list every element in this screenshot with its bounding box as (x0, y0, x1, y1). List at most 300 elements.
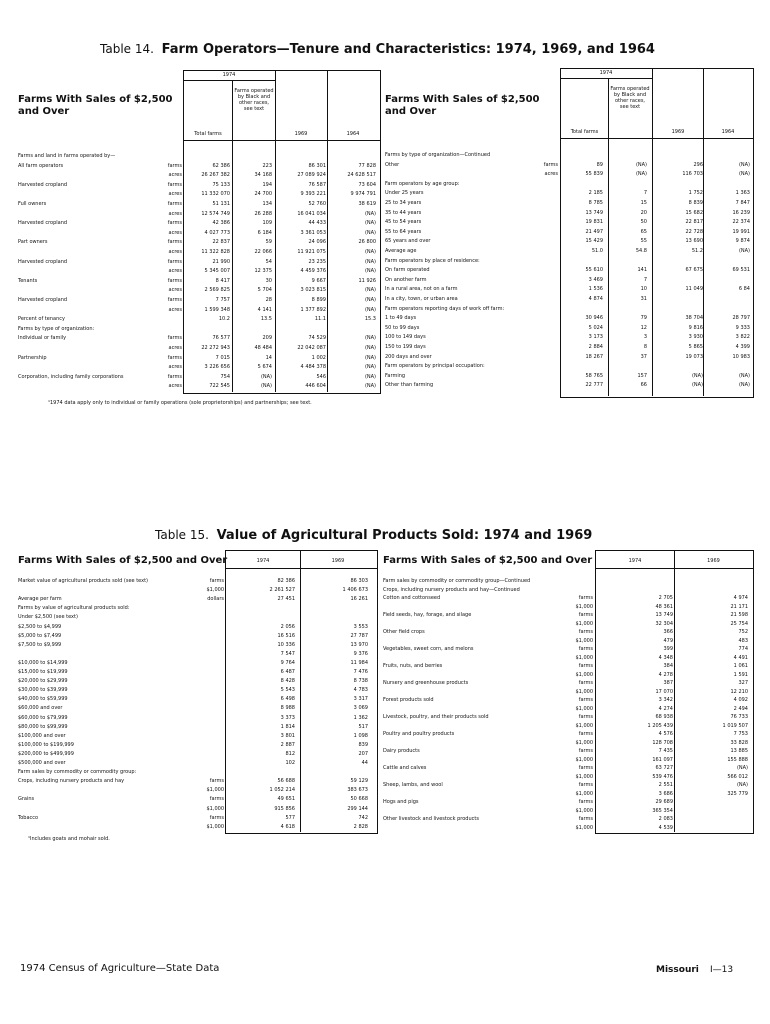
row-value: 577 (285, 814, 295, 821)
row-value: 2 185 (588, 190, 603, 197)
table-row (383, 816, 752, 822)
row-value: 366 (663, 629, 673, 635)
row-value: 446 604 (305, 383, 326, 390)
table-row (18, 733, 376, 739)
row-unit: farms (578, 816, 593, 822)
row-value: 4 783 (353, 687, 368, 694)
row-value: 546 (316, 373, 326, 380)
table-row (18, 287, 379, 293)
table-row (18, 249, 379, 255)
row-value: 479 (663, 637, 673, 644)
row-value: 742 (358, 814, 368, 821)
row-value: 31 (640, 296, 647, 302)
row-label: 25 to 34 years (385, 200, 422, 206)
row-unit: farms (167, 162, 182, 169)
row-value: 517 (358, 723, 368, 730)
row-label: Farming (385, 372, 406, 379)
row-unit: acres (544, 171, 558, 178)
row-value: 22 837 (212, 239, 230, 246)
row-unit: $1,000 (575, 722, 593, 729)
row-value: 23 235 (308, 258, 326, 265)
row-value: 134 (262, 201, 272, 207)
table-row (18, 307, 379, 313)
row-label: 35 to 44 years (385, 209, 422, 216)
table-row (383, 808, 752, 814)
row-unit: dollars (207, 596, 224, 603)
row-unit: farms (167, 220, 182, 227)
row-label: Nursery and greenhouse products (383, 680, 469, 686)
row-value: 3 (643, 334, 647, 341)
table-row (385, 277, 752, 283)
table-row (18, 796, 376, 802)
table-row (385, 200, 752, 206)
row-label: Cotton and cottonseed (383, 595, 441, 601)
row-label: $10,000 to $14,999 (18, 659, 68, 666)
row-unit: $1,000 (575, 824, 593, 831)
row-value: 754 (220, 373, 230, 380)
row-unit: $1,000 (206, 787, 224, 794)
row-value: 4 618 (280, 823, 295, 830)
table-row (18, 383, 379, 389)
row-value: 4 484 378 (300, 364, 326, 371)
row-value: 12 210 (730, 688, 748, 695)
row-label: Farms by type of organization: (18, 325, 95, 332)
row-value: 161 097 (652, 756, 673, 763)
row-label: Farms by value of agricultural products sold: (18, 605, 130, 612)
row-value: 3 686 (658, 790, 673, 797)
row-value: 7 015 (215, 354, 230, 361)
row-value: (NA) (364, 373, 376, 380)
table-row (18, 335, 379, 341)
row-value: 4 348 (658, 654, 673, 661)
table-row (383, 629, 752, 635)
row-unit: $1,000 (575, 654, 593, 661)
row-value: 384 (663, 663, 673, 669)
table-row (383, 604, 752, 610)
row-value: 27 451 (277, 596, 295, 603)
row-label: Farms and land in farms operated by— (18, 153, 116, 159)
row-label: 100 to 149 days (385, 334, 426, 341)
row-label: Farm sales by commodity or commodity group: (18, 769, 137, 776)
table-row (18, 596, 376, 602)
col-header-1964: 1964 (721, 129, 735, 135)
row-value: 2 551 (658, 782, 673, 788)
row-value: 10 336 (277, 641, 295, 648)
table-row (18, 724, 376, 730)
row-label: 65 years and over (385, 238, 431, 245)
table-row (18, 806, 376, 812)
row-value: 7 (643, 190, 647, 197)
row-label: Farm operators reporting days of work off farm: (385, 305, 505, 312)
table-row (383, 638, 752, 644)
row-unit: farms (578, 612, 593, 618)
row-value: 1 406 673 (342, 587, 368, 594)
col-header-black: Farms operated by Black and other races, see text (610, 86, 650, 110)
row-label: 50 to 99 days (385, 324, 420, 331)
row-value: 2 056 (280, 623, 295, 630)
row-value: 28 (265, 297, 272, 303)
row-value: 22 042 087 (297, 345, 326, 351)
table-row (18, 742, 376, 748)
row-value: (NA) (738, 171, 750, 178)
row-value: (NA) (738, 372, 750, 379)
row-value: 51.2 (691, 248, 703, 254)
row-value: 50 (640, 219, 647, 226)
row-value: 26 288 (254, 210, 272, 217)
row-value: 9 333 (735, 324, 750, 331)
col-header-black: Farms operated by Black and other races, see text (234, 88, 274, 112)
table-row (18, 696, 376, 702)
row-label: All farm operators (18, 162, 64, 169)
row-value: 8 839 (688, 200, 703, 206)
row-value: 9 764 (280, 659, 295, 666)
row-value: 4 027 773 (204, 229, 230, 236)
row-label: In a rural area, not on a farm (385, 286, 458, 293)
table-row (18, 326, 379, 332)
row-unit: acres (168, 306, 182, 313)
row-value: 4 874 (588, 296, 603, 302)
row-value: (NA) (691, 382, 703, 389)
row-value: 109 (262, 220, 272, 227)
row-value: 24 096 (308, 239, 326, 246)
table-row (383, 646, 752, 652)
row-label: On farm operated (385, 267, 430, 274)
row-value: 223 (262, 162, 272, 169)
row-value: 9 816 (688, 324, 703, 331)
table-row (18, 669, 376, 675)
row-label: Forest products sold (383, 697, 434, 703)
row-label: Farm operators by place of residence: (385, 257, 480, 264)
table15-right-stub-header: Farms With Sales of $2,500 and Over (383, 555, 593, 566)
table-row (385, 162, 752, 168)
row-value: 30 (265, 277, 272, 284)
row-value: (NA) (364, 258, 376, 265)
row-value: (NA) (260, 373, 272, 380)
row-value: 13 885 (730, 748, 748, 754)
row-label: Farm operators by principal occupation: (385, 363, 485, 370)
row-value: 1 205 439 (647, 722, 673, 729)
row-label: Other field crops (383, 629, 425, 635)
row-label: Other livestock and livestock products (383, 816, 479, 822)
row-value: 62 386 (212, 162, 230, 169)
table-row (18, 374, 379, 380)
table15-footnote: ¹Includes goats and mohair sold. (28, 836, 110, 842)
row-value: 19 073 (685, 353, 703, 360)
row-unit: farms (167, 354, 182, 361)
row-value: 3 342 (658, 697, 673, 703)
row-value: 13 690 (685, 238, 703, 245)
row-label: $100,000 to $199,999 (18, 741, 74, 748)
row-unit: farms (209, 814, 224, 821)
row-unit: $1,000 (206, 823, 224, 830)
row-value: 21 497 (585, 228, 603, 235)
row-value: 44 (361, 760, 368, 766)
row-value: 6 487 (280, 669, 295, 675)
table-row (383, 655, 752, 661)
row-unit: $1,000 (575, 603, 593, 610)
row-label: $100,000 and over (18, 732, 66, 739)
table-row (385, 219, 752, 225)
row-label: Partnership (18, 354, 47, 361)
row-value: 16 516 (277, 632, 295, 639)
row-label: $20,000 to $29,999 (18, 678, 68, 685)
table-row (383, 680, 752, 686)
row-unit: farms (578, 799, 593, 805)
row-value: 24 628 517 (347, 172, 376, 179)
table14-footnote: ¹1974 data apply only to individual or family operations (sole proprietorships) and partnerships; see text. (48, 400, 312, 406)
row-label: $7,500 to $9,999 (18, 641, 62, 648)
table-row (383, 578, 752, 584)
row-unit: farms (167, 277, 182, 284)
table-row (18, 642, 376, 648)
row-value: 839 (358, 741, 368, 748)
table-row (18, 751, 376, 757)
row-value: 13.5 (260, 316, 272, 323)
divider (560, 78, 652, 79)
row-value: 9 393 221 (300, 191, 326, 198)
row-value: 9 874 (735, 238, 750, 245)
row-unit: acres (168, 383, 182, 390)
row-value: (NA) (364, 210, 376, 217)
row-value: 4 141 (257, 306, 272, 313)
row-value: 19 831 (585, 219, 603, 226)
row-value: 3 023 815 (300, 287, 326, 294)
table-row (18, 191, 379, 197)
row-unit: farms (578, 765, 593, 771)
table-row (383, 621, 752, 627)
table-row (385, 248, 752, 254)
row-value: 4 278 (658, 671, 673, 678)
table-row (18, 660, 376, 666)
row-value: 76 733 (730, 714, 748, 720)
table-row (18, 239, 379, 245)
row-unit: acres (168, 364, 182, 371)
row-value: 774 (738, 646, 748, 652)
row-value: 141 (637, 267, 647, 274)
table-row (385, 306, 752, 312)
row-value: 399 (663, 646, 673, 652)
table-row (385, 181, 752, 187)
row-label: Farm operators by age group: (385, 180, 460, 187)
row-value: 13 749 (585, 209, 603, 216)
row-value: 59 129 (350, 778, 368, 785)
row-value: 73 604 (358, 181, 376, 188)
table-row (385, 190, 752, 196)
table-row (385, 363, 752, 369)
table-row (18, 633, 376, 639)
row-value: 11 984 (350, 659, 368, 666)
row-value: 4 274 (658, 705, 673, 712)
table-row (383, 740, 752, 746)
table-row (383, 587, 752, 593)
row-value: 22 066 (254, 249, 272, 255)
row-unit: acres (168, 249, 182, 255)
table-row (383, 689, 752, 695)
row-value: 69 531 (732, 267, 750, 274)
row-unit: $1,000 (575, 688, 593, 695)
table-row (18, 268, 379, 274)
table-row (385, 315, 752, 321)
row-label: Crops, including nursery products and hay—Continued (383, 586, 520, 593)
table-row (18, 705, 376, 711)
row-value: 4 459 376 (300, 268, 326, 275)
row-label: 150 to 199 days (385, 344, 426, 350)
table-row (18, 201, 379, 207)
row-label: Harvested cropland (18, 297, 68, 303)
table-row (18, 578, 376, 584)
col-header-1974: 1974 (256, 558, 270, 564)
table-row (18, 345, 379, 351)
row-value: 76 587 (308, 181, 326, 188)
row-value: 51 131 (212, 201, 230, 207)
row-value: 22 777 (585, 382, 603, 389)
row-value: 54 (265, 258, 272, 265)
table-row (18, 769, 376, 775)
table14-number: Table 14. (100, 42, 154, 56)
row-value: 27 089 924 (297, 172, 326, 179)
row-value: 74 529 (308, 335, 326, 342)
table14-heading: Farm Operators—Tenure and Characteristics: 1974, 1969, and 1964 (161, 42, 655, 57)
row-label: Tobacco (18, 814, 39, 821)
table-row (18, 605, 376, 611)
row-label: 1 to 49 days (385, 315, 417, 322)
row-unit: farms (578, 748, 593, 754)
row-label: Vegetables, sweet corn, and melons (383, 646, 474, 652)
row-value: 1 814 (280, 723, 295, 730)
row-value: 116 703 (682, 171, 703, 178)
row-label: Individual or family (18, 335, 67, 342)
row-value: 8 899 (311, 297, 326, 303)
row-value: 8 785 (588, 200, 603, 206)
row-label: 45 to 54 years (385, 219, 422, 226)
table-row (385, 171, 752, 177)
row-value: 365 354 (652, 807, 673, 814)
row-value: 67 675 (685, 267, 703, 274)
row-value: (NA) (364, 306, 376, 313)
row-value: 387 (663, 680, 673, 686)
row-value: 4 491 (733, 654, 748, 661)
row-unit: farms (167, 297, 182, 303)
row-unit: farms (167, 335, 182, 342)
row-value: 11 926 (358, 277, 376, 284)
row-value: 38 619 (358, 201, 376, 207)
col-header-1969: 1969 (707, 558, 720, 564)
row-value: 16 239 (732, 209, 750, 216)
row-unit: farms (167, 201, 182, 207)
row-label: $60,000 to $79,999 (18, 714, 68, 721)
row-value: 12 (640, 324, 647, 331)
row-value: 51.0 (591, 248, 603, 254)
row-value: 6 498 (280, 696, 295, 703)
row-value: 6 84 (738, 286, 750, 293)
row-label: Farm sales by commodity or commodity group—Continued (383, 578, 531, 584)
row-value: (NA) (738, 248, 750, 254)
row-value: 86 303 (350, 578, 368, 584)
row-unit: farms (209, 578, 224, 584)
table-row (383, 791, 752, 797)
row-value: 9 667 (311, 277, 326, 284)
row-value: 155 888 (727, 756, 748, 763)
table15-title (155, 528, 635, 543)
row-value: 7 547 (280, 650, 295, 657)
row-value: 5 345 007 (204, 268, 230, 275)
table-row (385, 267, 752, 273)
table-row (385, 344, 752, 350)
col-header-total: Total farms (570, 129, 599, 135)
row-label: Harvested cropland (18, 220, 68, 227)
row-value: (NA) (736, 782, 748, 788)
table-row (18, 787, 376, 793)
row-value: 15 (640, 200, 647, 206)
row-unit: farms (209, 796, 224, 803)
row-value: 7 476 (353, 669, 368, 675)
row-label: 55 to 64 years (385, 228, 422, 235)
table-row (383, 757, 752, 763)
row-value: 10 983 (732, 353, 750, 360)
table-row (383, 663, 752, 669)
row-value: 5 674 (257, 364, 272, 371)
row-value: 207 (358, 750, 368, 757)
col-header-1974: 1974 (599, 70, 613, 76)
row-value: (NA) (260, 383, 272, 390)
row-value: 4 539 (658, 824, 673, 831)
row-value: 383 673 (347, 787, 368, 794)
row-value: 32 304 (655, 620, 673, 627)
row-value: 8 738 (353, 678, 368, 685)
row-value: 9 974 791 (350, 191, 376, 198)
row-unit: farms (167, 181, 182, 188)
row-value: 66 (640, 382, 647, 389)
row-label: 200 days and over (385, 353, 432, 360)
row-value: 2 828 (353, 823, 368, 830)
row-value: 56 688 (277, 778, 295, 785)
row-value: 18 267 (585, 353, 603, 360)
row-unit: farms (167, 373, 182, 380)
row-value: 22 817 (685, 219, 703, 226)
row-value: 79 (640, 315, 647, 322)
row-label: Percent of tenancy (18, 316, 65, 323)
row-value: 1 377 892 (300, 306, 326, 313)
row-label: Other (385, 161, 400, 168)
row-label: Other than farming (385, 382, 434, 389)
row-value: 49 651 (277, 796, 295, 803)
row-value: 1 061 (733, 663, 748, 669)
row-value: 4 974 (733, 595, 748, 601)
table-row (385, 229, 752, 235)
table-row (385, 325, 752, 331)
row-value: (NA) (364, 287, 376, 294)
row-value: 21 598 (730, 612, 748, 618)
row-value: (NA) (364, 249, 376, 255)
table-row (383, 595, 752, 601)
row-value: (NA) (364, 354, 376, 361)
row-value: (NA) (691, 372, 703, 379)
row-value: 2 494 (733, 705, 748, 712)
table-row (18, 824, 376, 830)
row-value: 55 839 (585, 171, 603, 178)
row-value: 3 069 (353, 705, 368, 712)
row-value: 1 752 (688, 190, 703, 197)
row-value: 8 417 (215, 277, 230, 284)
row-value: 21 171 (730, 603, 748, 610)
table-row (18, 220, 379, 226)
row-value: 1 591 (733, 671, 748, 678)
row-value: 26 800 (358, 239, 376, 246)
row-value: 483 (738, 637, 748, 644)
row-value: 2 887 (280, 741, 295, 748)
row-value: 12 375 (254, 268, 272, 275)
row-value: 22 272 943 (201, 345, 230, 351)
